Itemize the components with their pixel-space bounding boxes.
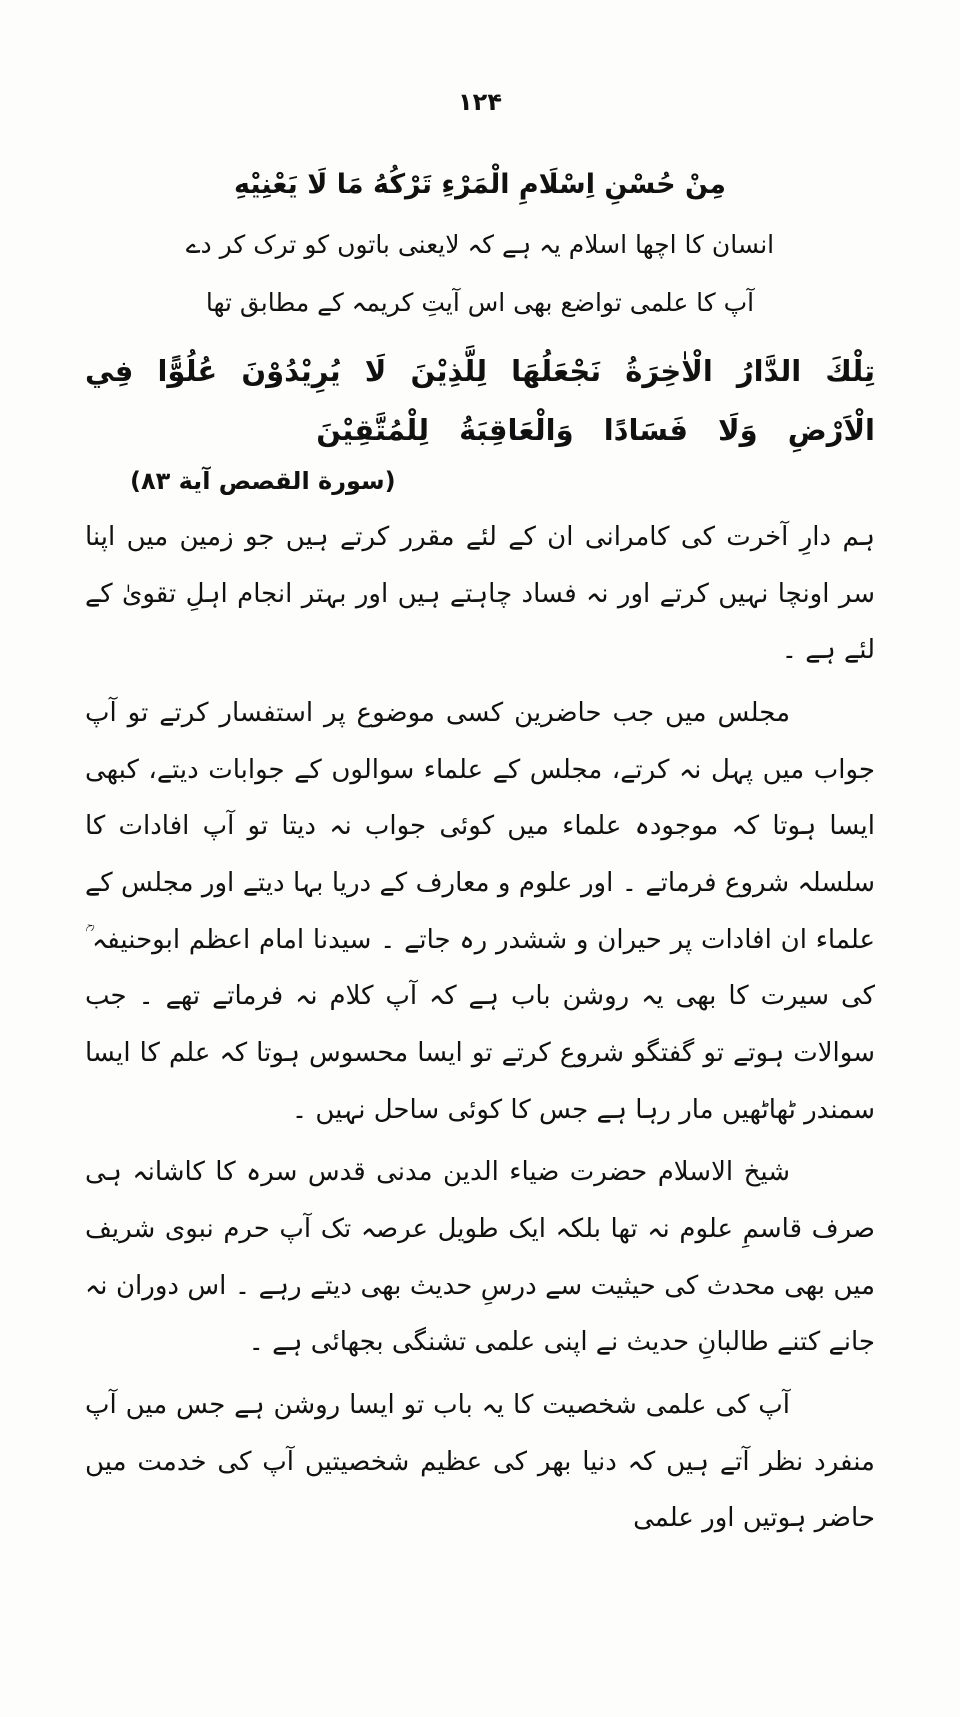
paragraph-ilmi-shakhsiyat: آپ کی علمی شخصیت کا یہ باب تو ایسا روشن ہے جس میں آپ منفرد نظر آتے ہیں کہ دنیا بھر کی عظیم شخصیتیں آپ کی خدمت میں حاضر ہوتیں اور علمی [85, 1389, 875, 1534]
verse-reference: (سورة القصص آیة ۸۳) [130, 466, 396, 495]
verse-translation-paragraph: ہم دارِ آخرت کی کامرانی ان کے لئے مقرر کرتے ہیں جو زمین میں اپنا سر اونچا نہیں کرتے اور نہ فساد چاہتے ہیں اور بہتر انجام اہلِ تقویٰ کے لئے ہے ۔ [85, 521, 875, 666]
quran-verse-line-2: الْاَرْضِ وَلَا فَسَادًا وَالْعَاقِبَةُ لِلْمُتَّقِيْنَ [316, 413, 875, 448]
tawazu-intro-line: آپ کا علمی تواضع بھی اس آیتِ کریمہ کے مطابق تھا [205, 288, 755, 317]
hadith-arabic-text: مِنْ حُسْنِ اِسْلَامِ الْمَرْءِ تَرْكُهُ مَا لَا يَعْنِيْهِ [234, 169, 726, 200]
quran-verse [85, 342, 875, 461]
page-number: ۱۲۴ [458, 88, 502, 116]
paragraph-shaykh-ul-islam: شیخ الاسلام حضرت ضیاء الدین مدنی قدس سرہ کا کاشانہ ہی صرف قاسمِ علوم نہ تھا بلکہ ایک طویل عرصہ تک آپ حرم نبوی شریف میں بھی محدث کی حیثیت سے درسِ حدیث بھی دیتے رہے ۔ اس دوران نہ جانے کتنے طالبانِ حدیث نے اپنی علمی تشنگی بجھائی ہے ۔ [85, 1157, 875, 1358]
paragraph-majlis: مجلس میں جب حاضرین کسی موضوع پر استفسار کرتے تو آپ جواب میں پہل نہ کرتے، مجلس کے علماء سوالوں کے جوابات دیتے، کبھی ایسا ہوتا کہ موجودہ علماء میں کوئی جواب نہ دیتا تو آپ افادات کا سلسلہ شروع فرماتے ۔ اور علوم و معارف کے دریا بہا دیتے اور مجلس کے علماء ان افادات پر حیران و ششدر رہ جاتے ۔ سیدنا امام اعظم ابوحنیفہ ؒ کی سیرت کا بھی یہ روشن باب ہے کہ آپ کلام نہ فرماتے تھے ۔ جب سوالات ہوتے تو گفتگو شروع کرتے تو ایسا محسوس ہوتا کہ علم کا ایسا سمندر ٹھاٹھیں مار رہا ہے جس کا کوئی ساحل نہیں ۔ [85, 697, 875, 1125]
quran-verse-line-1: تِلْكَ الدَّارُ الْاٰخِرَةُ نَجْعَلُهَا لِلَّذِيْنَ لَا يُرِيْدُوْنَ عُلُوًّا فِي [85, 354, 875, 388]
hadith-translation: انسان کا اچھا اسلام یہ ہے کہ لایعنی باتوں کو ترک کر دے [185, 230, 775, 259]
